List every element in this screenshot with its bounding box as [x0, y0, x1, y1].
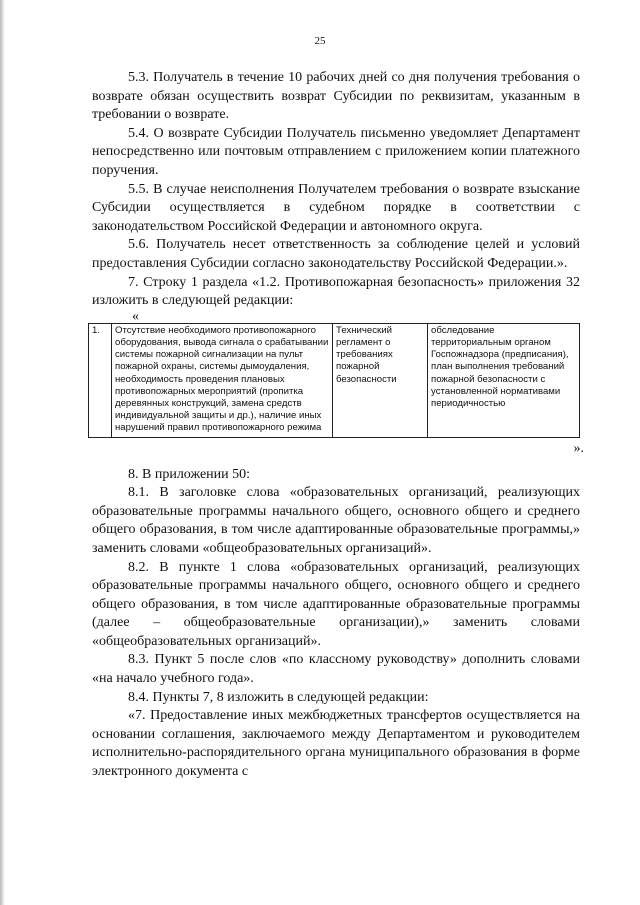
paragraph-7-new: «7. Предоставление иных межбюджетных трансфертов осуществляется на основании соглашения, заключаемого между Департаментом и руководителем исполнительно-распорядительного органа муниципального образования в форме электронного документа с	[92, 708, 580, 780]
paragraph-8-4: 8.4. Пункты 7, 8 изложить в следующей редакции:	[128, 689, 429, 705]
paragraph-5-5: 5.5. В случае неисполнения Получателем требования о возврате взыскание Субсидии осуществляется в судебном порядке в соответствии с законодательством Российской Федерации и автономного округа.	[92, 181, 580, 234]
table-row	[89, 323, 580, 437]
paragraph-5-6: 5.6. Получатель несет ответственность за соблюдение целей и условий предоставления Субсидии согласно законодательству Российской Федерации.».	[92, 237, 580, 271]
table-cell-regulation: Технический регламент о требованиях пожарной безопасности	[333, 323, 428, 437]
table-close-quote: ».	[573, 440, 584, 456]
paragraph-5-3: 5.3. Получатель в течение 10 рабочих дней со дня получения требования о возврате обязан осуществить возврат Субсидии по реквизитам, указанным в требовании о возврате.	[92, 70, 580, 123]
paragraph-8-3: 8.3. Пункт 5 после слов «по классному руководству» дополнить словами «на начало учебного года».	[92, 652, 580, 687]
paragraph-8-2: 8.2. В пункте 1 слова «образовательных организаций, реализующих образовательные программы начального общего, основного общего и среднего общего образования, в том числе адаптированные образовательные программы (далее – общеобразовательные организации),» заменить словами «общеобразовательных организаций».	[92, 559, 580, 649]
fire-safety-table	[88, 323, 580, 438]
table-cell-basis: обследование территориальным органом Госпожнадзора (предписания), план выполнения требований пожарной безопасности с установленной нормативами периодичностью	[428, 323, 580, 437]
table-open-quote: «	[132, 308, 139, 324]
page-number: 25	[314, 35, 326, 47]
paragraph-5-4: 5.4. О возврате Субсидии Получатель письменно уведомляет Департамент непосредственно или почтовым отправлением с приложением копии платежного поручения.	[92, 125, 580, 178]
document-body	[92, 69, 584, 782]
table-cell-description: Отсутствие необходимого противопожарного оборудования, вывода сигнала о срабатывании системы пожарной сигнализации на пульт пожарной охраны, системы дымоудаления, необходимость проведения плановых противопожарных мероприятий (пропитка деревянных конструкций, замена средств индивидуальной защиты и др.), наличие иных нарушений правил противопожарного режима	[112, 323, 333, 437]
table-cell-number: 1.	[89, 323, 112, 437]
paragraph-7: 7. Строку 1 раздела «1.2. Противопожарная безопасность» приложения 32 изложить в следующей редакции:	[92, 274, 580, 309]
paragraph-8-1: 8.1. В заголовке слова «образовательных организаций, реализующих образовательные программы начального общего, основного общего и среднего общего образования, в том числе адаптированные образовательные программы,» заменить словами «общеобразовательных организаций».	[92, 485, 580, 556]
scan-edge-shadow	[0, 0, 5, 905]
paragraph-8: 8. В приложении 50:	[128, 466, 251, 482]
